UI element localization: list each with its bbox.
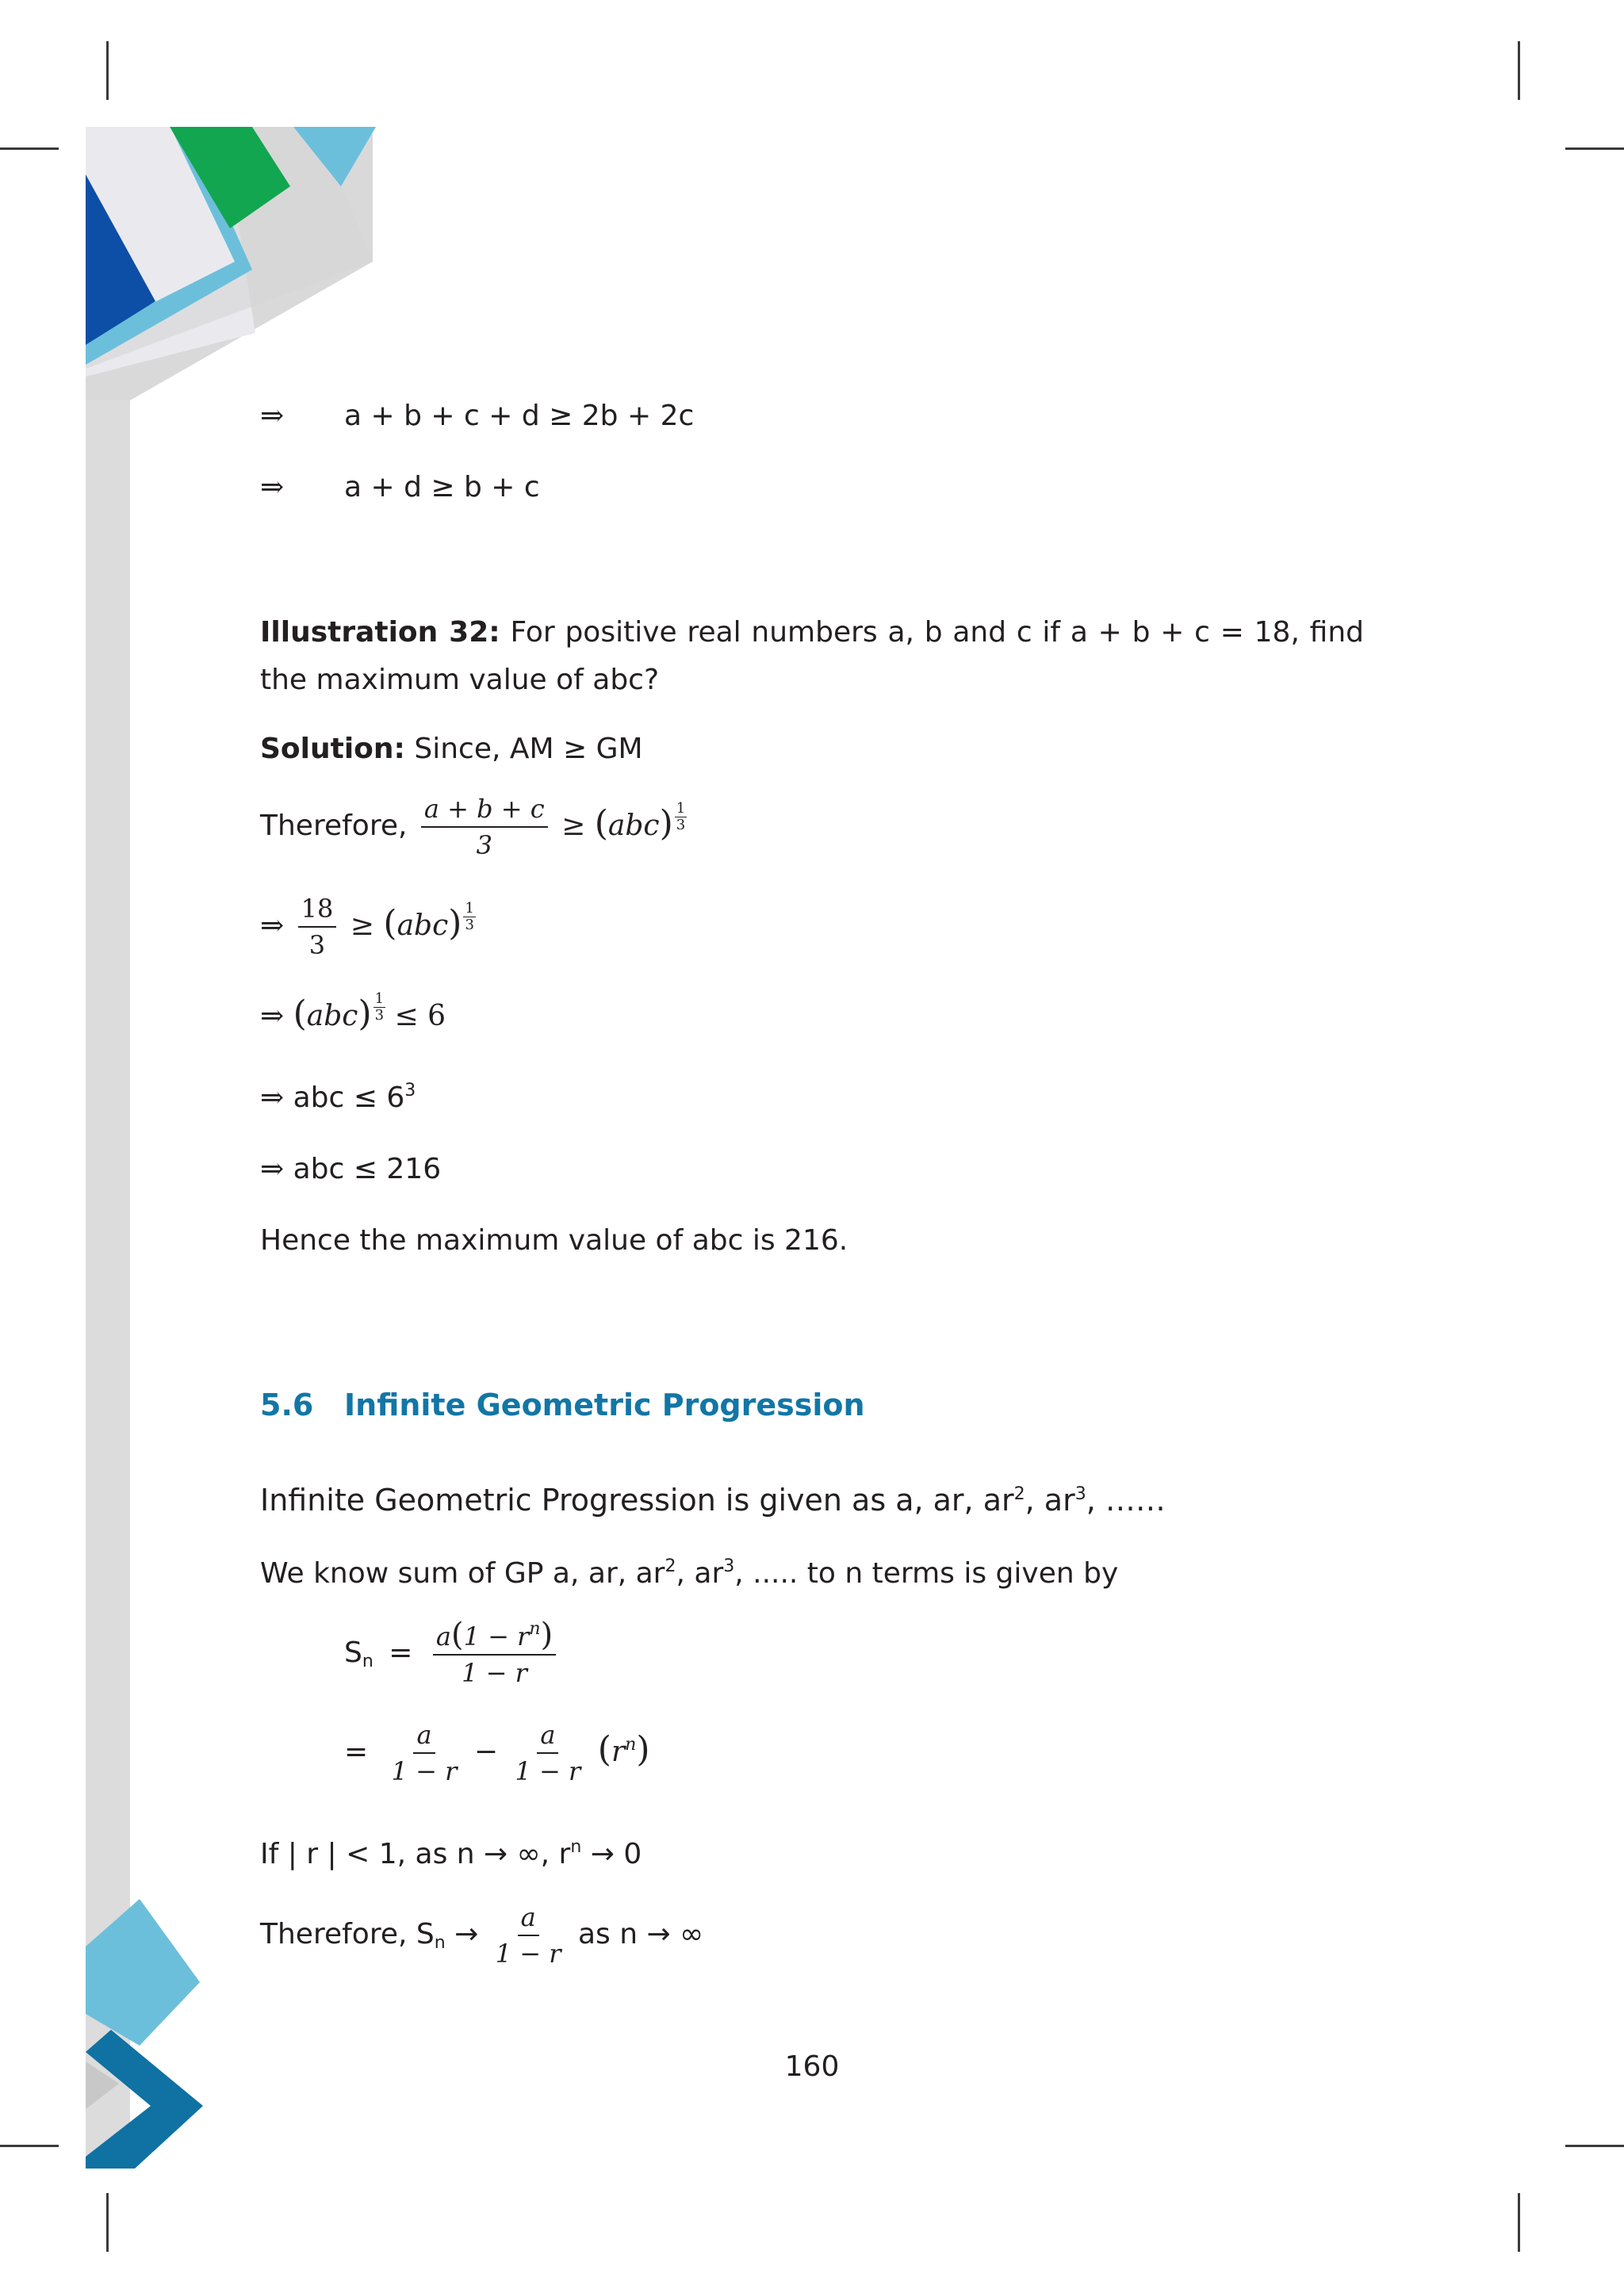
crop-mark <box>1518 41 1520 100</box>
exponent: 3 <box>404 1081 416 1101</box>
exponent: $\frac{1}{3}$ <box>465 900 474 933</box>
crop-mark <box>1518 2193 1520 2252</box>
illustration-paragraph <box>260 609 1364 704</box>
inequality: abc ≤ 6 <box>293 1081 405 1114</box>
fraction: $\frac{18}{3}$ <box>298 891 337 963</box>
section-heading <box>260 1388 865 1422</box>
implies-symbol: ⇒ <box>260 400 285 432</box>
sum-formula-expanded: = $\frac{a}{1 - r}$ − $\frac{a}{1 - r}$ $(r^n)$ <box>344 1717 650 1789</box>
inequality: abc ≤ 216 <box>293 1153 442 1185</box>
solution-step-2: ⇒ $\frac{18}{3}$ ≥ (abc) $\frac{1}{3}$ <box>260 891 476 963</box>
base: abc <box>396 909 449 942</box>
base: abc <box>306 1000 358 1032</box>
fraction: $\frac{a(1 - r^n)}{1 - r}$ <box>433 1617 556 1690</box>
fraction: $\frac{a}{1 - r}$ <box>389 1717 461 1789</box>
section-title: Infinite Geometric Progression <box>344 1388 865 1422</box>
implies-symbol: ⇒ <box>260 1000 285 1032</box>
solution-line <box>260 733 643 765</box>
crop-mark <box>1565 2145 1624 2147</box>
implies-symbol: ⇒ <box>260 1081 285 1114</box>
solution-label: Solution: <box>260 733 405 765</box>
convergence-condition: If | r | < 1, as n → ∞, $r^n \to 0$ <box>260 1837 642 1870</box>
solution-step-5 <box>260 1153 441 1185</box>
relation: ≤ 6 <box>394 1000 446 1032</box>
base: abc <box>607 810 660 842</box>
relation: ≥ <box>561 810 586 842</box>
section-intro: Infinite Geometric Progression is given as a, ar, $ar^2$, $ar^3$, …… <box>260 1483 1166 1518</box>
exponent: $\frac{1}{3}$ <box>676 800 686 833</box>
fraction: $\frac{a}{1 - r}$ <box>492 1900 565 1971</box>
sum-symbol: S <box>344 1636 362 1669</box>
illustration-text: For positive real numbers a, b and c if a + b + c = 18, find the maximum value of abc? <box>260 616 1365 696</box>
solution-step-1: Therefore, $\frac{a + b + c}{3}$ ≥ (abc) $\frac{1}{3}$ <box>260 791 687 863</box>
inequality: a + d ≥ b + c <box>344 471 540 503</box>
solution-step-4 <box>260 1081 416 1114</box>
solution-conclusion: Hence the maximum value of abc is 216. <box>260 1224 848 1257</box>
implies-symbol: ⇒ <box>260 471 285 503</box>
fraction: $\frac{a}{1 - r}$ <box>512 1717 584 1789</box>
section-number: 5.6 <box>260 1388 314 1422</box>
sum-formula: $S_n$ = $\frac{a(1 - r^n)}{1 - r}$ <box>344 1617 561 1690</box>
illustration-label: Illustration 32: <box>260 616 500 649</box>
inequality: a + b + c + d ≥ 2b + 2c <box>344 400 695 432</box>
infinite-sum-result: Therefore, $S_n$ → $\frac{a}{1 - r}$ as n → ∞ <box>260 1900 703 1971</box>
implies-symbol: ⇒ <box>260 1153 285 1185</box>
solution-step-3: ⇒ (abc) $\frac{1}{3}$ ≤ 6 <box>260 990 446 1034</box>
page-number: 160 <box>784 2050 840 2083</box>
math-line-1 <box>260 400 694 432</box>
solution-text: Since, AM ≥ GM <box>414 733 643 765</box>
relation: ≥ <box>350 909 374 942</box>
fraction: $\frac{a + b + c}{3}$ <box>421 791 548 863</box>
math-line-2 <box>260 471 540 503</box>
therefore-label: Therefore, <box>260 810 408 842</box>
section-known: We know sum of GP a, ar, $ar^2$, $ar^3$, ..... to n terms is given by <box>260 1556 1119 1590</box>
exponent: $\frac{1}{3}$ <box>374 990 385 1024</box>
crop-mark <box>1565 147 1624 150</box>
implies-symbol: ⇒ <box>260 909 285 942</box>
